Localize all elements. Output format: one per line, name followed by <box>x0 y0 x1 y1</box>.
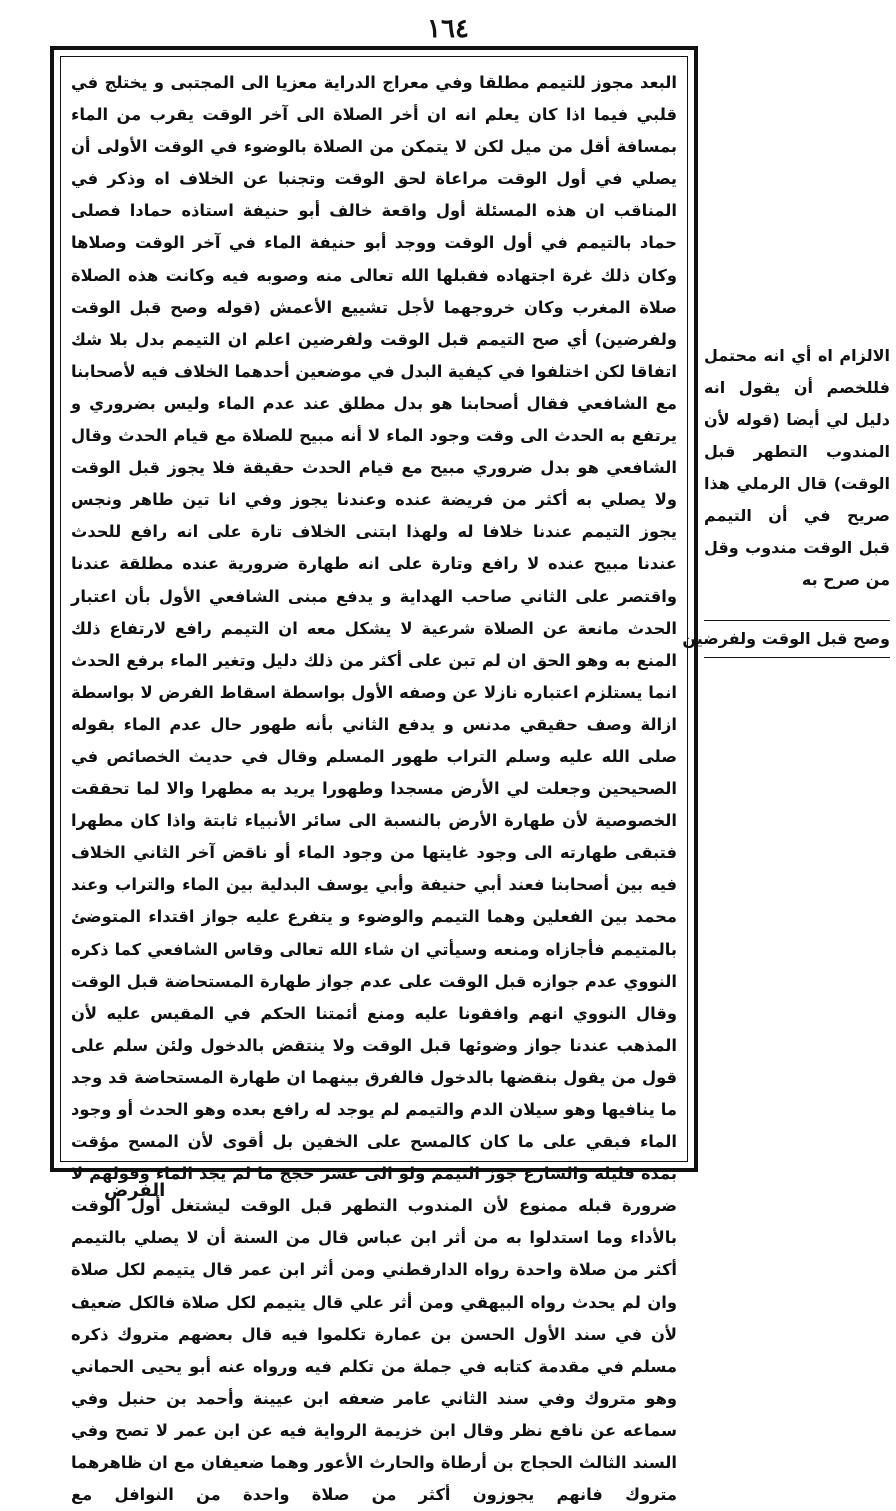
main-text-body: البعد مجوز للتيمم مطلقا وفي معراج الدراية معزيا الى المجتبى و يختلج في قلبي فيما اذا كان يعلم انه ان أخر الصلاة الى آخر الوقت يقرب من الماء بمسافة أقل من ميل لكن لا يتمكن من الصلاة بالوضوء في الوقت الأولى أن يصلي في أول الوقت مراعاة لحق الوقت وتجنبا عن الخلاف اه وذكر في المناقب ان هذه المسئلة أول واقعة خالف أبو حنيفة استاذه حمادا فصلى حماد بالتيمم في أول الوقت ووجد أبو حنيفة الماء في آخر الوقت وصلاها وكان ذلك غرة اجتهاده فقبلها الله تعالى منه وصوبه فيه وكانت هذه الصلاة صلاة المغرب وكان خروجهما لأجل تشييع الأعمش (قوله وصح قبل الوقت ولفرضين) أي صح التيمم قبل الوقت ولفرضين اعلم ان التيمم بدل بلا شك اتفاقا لكن اختلفوا في كيفية البدل في موضعين أحدهما الخلاف فيه لأصحابنا مع الشافعي فقال أصحابنا هو بدل مطلق عند عدم الماء وليس بضروري و يرتفع به الحدث الى وقت وجود الماء لا أنه مبيح للصلاة مع قيام الحدث وقال الشافعي هو بدل ضروري مبيح مع قيام الحدث حقيقة فلا يجوز قبل الوقت ولا يصلي به أكثر من فريضة عنده وعندنا يجوز وفي انا تين طاهر ونجس يجوز التيمم عندنا خلافا له ولهذا ابتنى الخلاف تارة على انه رافع للحدث عندنا مبيح عنده لا رافع وتارة على انه طهارة ضرورية عنده مطلقة عندنا واقتصر على الثاني صاحب الهداية و يدفع مبنى الشافعي الأول بأن اعتبار الحدث مانعة عن الصلاة شرعية لا يشكل معه ان التيمم رافع لارتفاع ذلك المنع به وهو الحق ان لم تبن على أكثر من ذلك دليل وتغير الماء برفع الحدث انما يستلزم اعتباره نازلا عن وصفه الأول بواسطة اسقاط الفرض لا بواسطة ازالة وصف حقيقي مدنس و يدفع الثاني بأنه طهور حال عدم الماء بقوله صلى الله عليه وسلم التراب طهور المسلم وقال في حديث الخصائص في الصحيحين وجعلت لي الأرض مسجدا وطهورا يريد به مطهرا والا لما تحققت الخصوصية لأن طهارة الأرض بالنسبة الى سائر الأنبياء ثابتة واذا كان مطهرا فتبقى طهارته الى وجود غايتها من وجود الماء أو ناقض آخر الثاني الخلاف فيه بين أصحابنا فعند أبي حنيفة وأبي يوسف البدلية بين الماء والتراب وعند محمد بين الفعلين وهما التيمم والوضوء و يتفرع عليه جواز اقتداء المتوضئ بالمتيمم فأجازاه ومنعه وسيأتي ان شاء الله تعالى وقاس الشافعي كما ذكره النووي عدم جوازه قبل الوقت على عدم جواز طهارة المستحاضة قبل الوقت وقال النووي انهم وافقونا عليه ومنع أئمتنا الحكم في المقيس عليه لأن المذهب عندنا جواز وضوئها قبل الوقت ولا ينتقض بالدخول ولئن سلم على قول من يقول بنقضها بالدخول فالفرق بينهما ان طهارة المستحاضة قد وجد ما ينافيها وهو سيلان الدم والتيمم لم يوجد له رافع بعده وهو الحدث أو وجود الماء فبقي على ما كان كالمسح على الخفين بل أقوى لأن المسح مؤقت بمدة قليلة والشارع جوز التيمم ولو الى عشر حجج ما لم يجد الماء وقولهم لا ضرورة قبله ممنوع لأن المندوب التطهر قبل الوقت ليشتغل أول الوقت بالأداء وما استدلوا به من أثر ابن عباس قال من السنة أن لا يصلي بالتيمم أكثر من صلاة واحدة رواه الدارقطني ومن أثر ابن عمر قال يتيمم لكل صلاة وان لم يحدث رواه البيهقي ومن أثر علي قال يتيمم لكل صلاة فالكل ضعيف لأن في سند الأول الحسن بن عمارة تكلموا فيه قال بعضهم متروك ذكره مسلم في مقدمة كتابه في جملة من تكلم فيه ورواه عنه أبو يحيى الحماني وهو متروك وفي سند الثاني عامر ضعفه ابن عيينة وأحمد بن حنبل وفي سماعه عن نافع نظر وقال ابن خزيمة الرواية فيه عن ابن عمر لا تصح وفي السند الثالث الحجاج بن أرطاة والحارث الأعور وهما ضعيفان مع ان ظاهرهما متروك فانهم يجوزون أكثر من صلاة واحدة من النوافل مع <box>71 73 677 1505</box>
text-frame-outer <box>50 46 698 1505</box>
margin-heading: وصح قبل الوقت ولفرضين <box>704 620 890 658</box>
catchword: الفرض <box>104 1180 166 1201</box>
page-number: ١٦٤ <box>427 14 469 44</box>
margin-note: الالزام اه أي انه محتمل فللخصم أن يقول انه دليل لي أيضا (قوله لأن المندوب التطهر قبل الوقت) قال الرملي هذا صريح في أن التيمم قبل الوقت مندوب وقل من صرح به <box>704 346 890 589</box>
text-frame-inner <box>60 56 688 1505</box>
